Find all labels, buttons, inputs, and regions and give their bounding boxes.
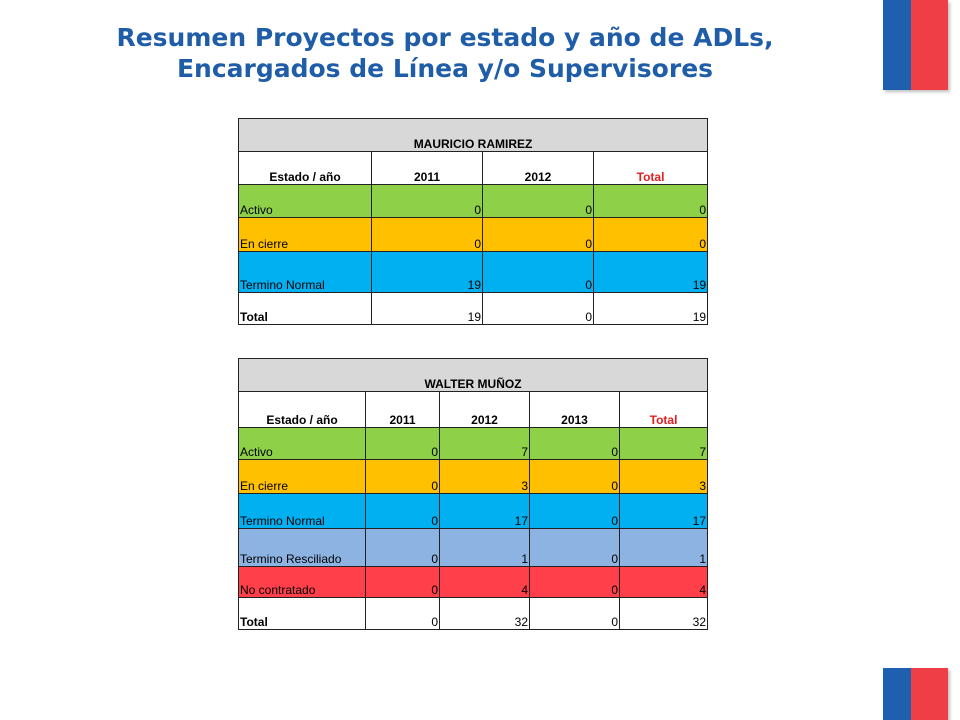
column-header-total: Total	[594, 152, 708, 185]
table-walter-munoz	[238, 358, 708, 630]
cell-value: 0	[366, 529, 440, 567]
row-label: Total	[239, 598, 366, 630]
cell-value: 0	[366, 494, 440, 529]
table-name: MAURICIO RAMIREZ	[239, 119, 708, 152]
flag-blue-band	[883, 0, 911, 90]
table-header-row	[239, 152, 708, 185]
cell-value: 3	[620, 460, 708, 494]
column-header: 2013	[530, 392, 620, 428]
row-label: Termino Normal	[239, 252, 372, 293]
cell-value: 19	[594, 252, 708, 293]
cell-value: 0	[483, 218, 594, 252]
column-header: Estado / año	[239, 392, 366, 428]
cell-value: 17	[440, 494, 530, 529]
title-line-2: Encargados de Línea y/o Supervisores	[176, 54, 714, 83]
column-header-total: Total	[620, 392, 708, 428]
cell-value: 0	[372, 218, 483, 252]
cell-value: 32	[620, 598, 708, 630]
row-label: Termino Resciliado	[239, 529, 366, 567]
cell-value: 7	[620, 428, 708, 460]
cell-value: 0	[372, 185, 483, 218]
cell-value: 7	[440, 428, 530, 460]
cell-value: 0	[594, 218, 708, 252]
cell-value: 0	[483, 185, 594, 218]
table-name-row	[239, 359, 708, 392]
cell-value: 17	[620, 494, 708, 529]
cell-value: 0	[530, 529, 620, 567]
cell-value: 1	[620, 529, 708, 567]
flag-red-band	[911, 0, 948, 90]
cell-value: 19	[594, 293, 708, 325]
flag-stripe-top	[883, 0, 948, 90]
table-row	[239, 460, 708, 494]
cell-value: 0	[530, 428, 620, 460]
cell-value: 0	[366, 598, 440, 630]
column-header: Estado / año	[239, 152, 372, 185]
cell-value: 0	[366, 428, 440, 460]
table-mauricio-ramirez	[238, 118, 708, 325]
column-header: 2012	[483, 152, 594, 185]
cell-value: 0	[530, 598, 620, 630]
cell-value: 32	[440, 598, 530, 630]
column-header: 2011	[372, 152, 483, 185]
row-label: No contratado	[239, 567, 366, 598]
row-label: Activo	[239, 185, 372, 218]
table-row	[239, 567, 708, 598]
column-header: 2012	[440, 392, 530, 428]
table-name: WALTER MUÑOZ	[239, 359, 708, 392]
row-label: En cierre	[239, 218, 372, 252]
cell-value: 0	[483, 293, 594, 325]
row-label: Termino Normal	[239, 494, 366, 529]
flag-blue-band	[883, 668, 911, 720]
table-row	[239, 218, 708, 252]
cell-value: 0	[366, 567, 440, 598]
cell-value: 3	[440, 460, 530, 494]
table-row-total	[239, 293, 708, 325]
table-name-row	[239, 119, 708, 152]
table-row-total	[239, 598, 708, 630]
table-row	[239, 428, 708, 460]
cell-value: 0	[530, 567, 620, 598]
title-line-1: Resumen Proyectos por estado y año de ADLs,	[116, 23, 774, 52]
cell-value: 0	[366, 460, 440, 494]
row-label: En cierre	[239, 460, 366, 494]
cell-value: 4	[620, 567, 708, 598]
cell-value: 1	[440, 529, 530, 567]
flag-red-band	[911, 668, 948, 720]
cell-value: 19	[372, 293, 483, 325]
cell-value: 0	[483, 252, 594, 293]
row-label: Total	[239, 293, 372, 325]
table-row	[239, 252, 708, 293]
table-row	[239, 494, 708, 529]
cell-value: 19	[372, 252, 483, 293]
table-row	[239, 185, 708, 218]
page-title	[60, 22, 830, 84]
flag-stripe-bottom	[883, 668, 948, 720]
table-header-row	[239, 392, 708, 428]
cell-value: 4	[440, 567, 530, 598]
cell-value: 0	[530, 460, 620, 494]
column-header: 2011	[366, 392, 440, 428]
cell-value: 0	[594, 185, 708, 218]
table-row	[239, 529, 708, 567]
row-label: Activo	[239, 428, 366, 460]
cell-value: 0	[530, 494, 620, 529]
